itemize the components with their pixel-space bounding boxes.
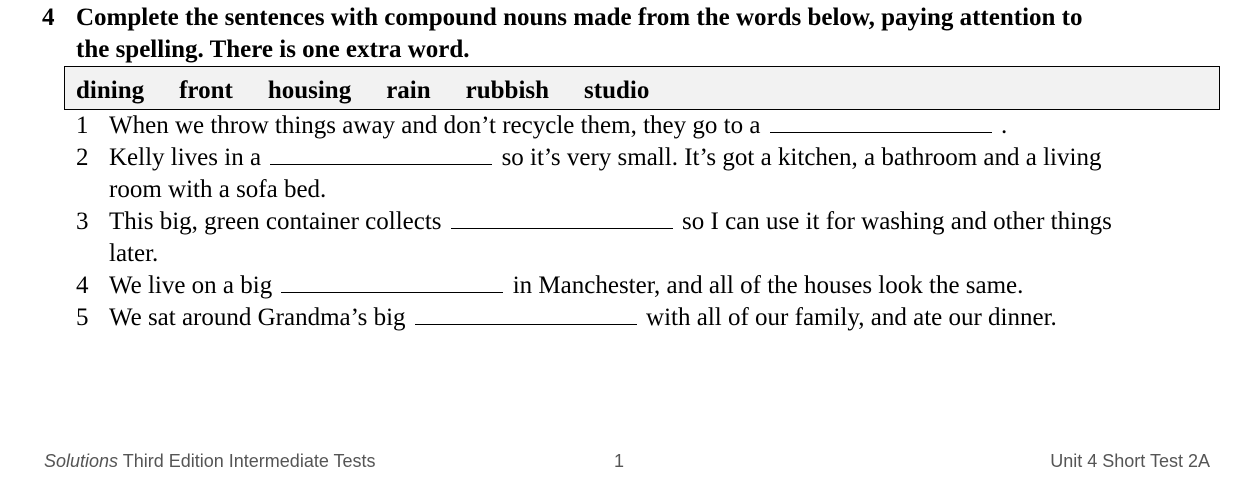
sentence-item-1 [76,110,1209,142]
word-bank-box [64,66,1220,110]
instruction-line-2: the spelling. There is one extra word. [76,36,470,63]
answer-blank[interactable] [770,110,992,133]
sentence-item-4 [76,270,1209,302]
word-bank-item: rubbish [465,77,550,104]
sentence-number: 5 [76,304,89,331]
exercise-4 [40,2,1230,334]
sentence-item-2 [76,142,1209,206]
sentence-number: 3 [76,208,89,235]
sentence-item-5 [76,302,1209,334]
word-bank-item: housing [267,77,352,104]
exercise-number: 4 [42,4,55,31]
exercise-instruction [40,2,1230,66]
sentence-text: Kelly lives in a [109,144,262,171]
instruction-line-1: Complete the sentences with compound nouns made from the words below, paying attention to [76,4,1083,31]
word-bank-item: dining [76,77,145,104]
footer-test-name: Unit 4 Short Test 2A [1050,451,1210,471]
word-bank-item: front [179,77,233,104]
answer-blank[interactable] [415,302,637,325]
sentence-text: in Manchester, and all of the houses look the same. [512,272,1024,299]
sentence-text-continued: room with a sofa bed. [109,176,327,203]
footer-page-number: 1 [614,451,625,471]
footer-edition: Third Edition Intermediate Tests [118,451,376,471]
answer-blank[interactable] [281,270,503,293]
sentence-number: 1 [76,112,89,139]
sentence-text: We sat around Grandma’s big [109,304,406,331]
sentence-text: so I can use it for washing and other things [682,208,1112,235]
sentence-text: We live on a big [109,272,273,299]
sentence-text: . [994,112,1008,139]
sentence-text: When we throw things away and don’t recycle them, they go to a [109,112,761,139]
footer-series-name: Solutions [44,451,119,471]
sentence-number: 4 [76,272,89,299]
word-bank-item: studio [584,77,650,104]
sentence-item-3 [76,206,1209,270]
sentence-text-continued: later. [109,240,159,267]
sentence-text: This big, green container collects [109,208,442,235]
answer-blank[interactable] [451,206,673,229]
sentence-text: with all of our family, and ate our dinner. [646,304,1057,331]
footer-book-title [44,450,376,472]
answer-blank[interactable] [270,142,492,165]
word-bank-item: rain [386,77,431,104]
sentence-number: 2 [76,144,89,171]
sentence-list [40,110,1230,334]
sentence-text: so it’s very small. It’s got a kitchen, a bathroom and a living [501,144,1102,171]
